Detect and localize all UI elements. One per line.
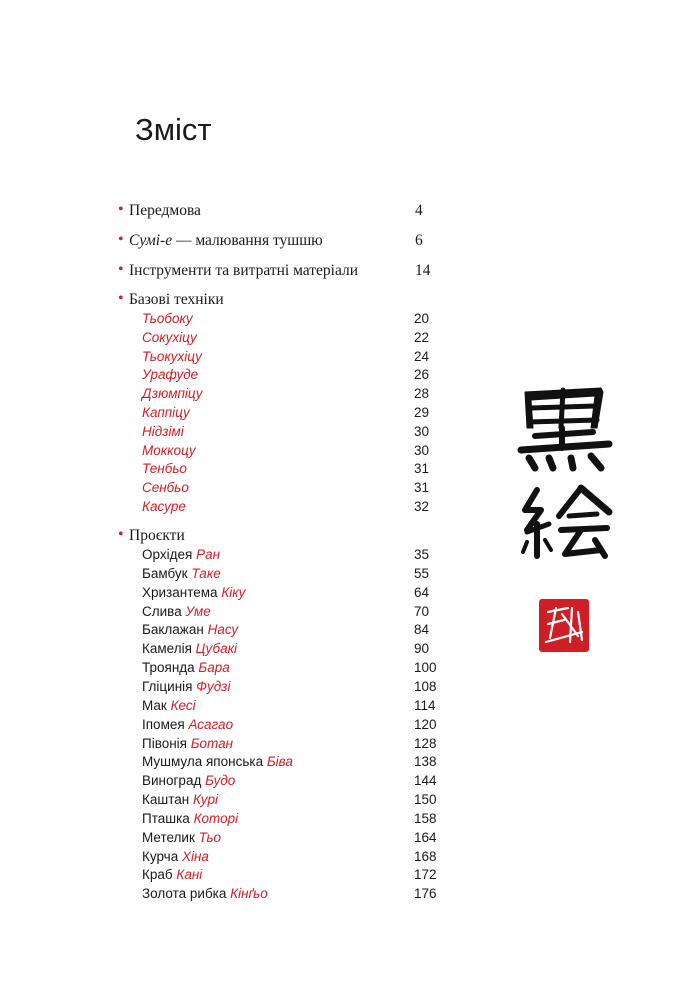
bullet-icon: • [118, 201, 124, 218]
entry-title-text: — малювання тушшю [172, 232, 323, 249]
project-japanese-name: Кінґьо [230, 886, 268, 902]
toc-subentry[interactable] [142, 828, 437, 847]
toc-subentry[interactable] [142, 309, 430, 328]
technique-name: Дзюмпіцу [142, 386, 203, 402]
page-number: 90 [414, 641, 430, 657]
entry-title [129, 201, 201, 221]
page-number: 6 [415, 232, 423, 249]
project-japanese-name: Курі [192, 792, 219, 808]
toc-subentry[interactable] [142, 422, 430, 441]
page-number: 150 [414, 792, 437, 808]
toc-subentry[interactable] [142, 403, 430, 422]
toc-subentry[interactable] [142, 478, 430, 497]
project-name: Мушмула японська [142, 754, 264, 770]
project-name: Бамбук [142, 565, 188, 581]
page-number: 22 [414, 329, 430, 345]
project-name: Хризантема [142, 584, 218, 600]
technique-name: Каппіцу [142, 405, 190, 420]
project-name: Золота рибка [142, 886, 227, 902]
section-title: Базові техніки [129, 291, 224, 308]
project-name: Метелик [142, 829, 195, 845]
page-number: 26 [414, 367, 430, 383]
project-japanese-name: Будо [205, 773, 236, 789]
toc-subentry[interactable] [142, 620, 430, 639]
page-number: 120 [414, 716, 437, 732]
technique-name: Тьобоку [142, 311, 193, 326]
project-name: Іпомея [142, 716, 185, 732]
page-number: 64 [414, 584, 430, 600]
project-japanese-name: Фудзі [196, 678, 231, 694]
page-number: 31 [414, 480, 430, 496]
toc-subentry[interactable] [142, 602, 430, 621]
page-number: 164 [414, 829, 437, 845]
page-number: 172 [414, 867, 437, 883]
project-name: Троянда [142, 660, 195, 676]
toc-subentry[interactable] [142, 715, 437, 734]
project-japanese-name: Біва [266, 754, 293, 770]
technique-name: Сокухіцу [142, 329, 197, 345]
toc-subentry[interactable] [142, 583, 430, 602]
page-number: 84 [414, 622, 430, 638]
page-number: 158 [414, 810, 437, 826]
project-name: Орхідея [142, 547, 193, 562]
toc-subentry[interactable] [142, 384, 430, 403]
toc-subentry[interactable] [142, 771, 437, 790]
project-name: Краб [142, 867, 173, 883]
technique-name: Тьокухіцу [142, 348, 202, 364]
project-japanese-name: Уме [185, 603, 211, 619]
project-japanese-name: Таке [191, 565, 221, 581]
project-japanese-name: Тьо [198, 829, 222, 845]
toc-subentry[interactable] [142, 639, 430, 658]
project-japanese-name: Асагао [188, 716, 234, 732]
page-number: 144 [414, 773, 437, 789]
technique-name: Урафуде [142, 367, 199, 383]
toc-subentry[interactable] [142, 790, 437, 809]
page-number: 100 [414, 660, 437, 676]
bullet-icon: • [118, 526, 124, 543]
bullet-icon: • [118, 290, 124, 307]
page-number: 70 [414, 603, 430, 619]
seal-stamp-icon [538, 598, 590, 653]
toc-subentry[interactable] [142, 347, 430, 366]
page-number: 29 [414, 405, 430, 420]
entry-title [129, 231, 323, 251]
toc-subentry[interactable] [142, 459, 430, 478]
project-name: Мак [142, 697, 167, 713]
page-number: 20 [414, 311, 430, 326]
project-japanese-name: Ран [196, 547, 221, 562]
page-number: 24 [414, 348, 430, 364]
toc-subentry[interactable] [142, 884, 437, 903]
bullet-icon: • [118, 231, 124, 248]
entry-title-italic: Сумі-е [129, 232, 173, 249]
page-number: 128 [414, 735, 437, 751]
project-japanese-name: Бара [198, 660, 230, 676]
project-name: Пташка [142, 810, 190, 826]
project-name: Баклажан [142, 622, 204, 638]
bullet-icon: • [118, 261, 124, 278]
toc-subentry[interactable] [142, 564, 430, 583]
project-name: Курча [142, 848, 179, 864]
project-japanese-name: Хіна [181, 848, 209, 864]
project-japanese-name: Которі [193, 810, 239, 826]
technique-name: Касуре [142, 499, 186, 514]
toc-subentry[interactable] [142, 497, 430, 516]
project-japanese-name: Насу [207, 622, 239, 638]
page-number: 31 [414, 461, 430, 477]
toc-subentry[interactable] [142, 328, 430, 347]
section-title: Проєкти [129, 527, 185, 544]
project-japanese-name: Кесі [170, 697, 196, 713]
page-number: 138 [414, 754, 437, 770]
toc-subentry[interactable] [142, 696, 436, 715]
calligraphy-artwork [515, 378, 615, 578]
toc-subentry[interactable] [142, 847, 437, 866]
page-number: 168 [414, 848, 437, 864]
project-japanese-name: Кані [176, 867, 203, 883]
page-number: 35 [414, 547, 430, 562]
page-number: 30 [414, 423, 430, 439]
page-title: Зміст [135, 112, 212, 147]
toc-subentry[interactable] [142, 365, 430, 384]
page-number: 55 [414, 565, 430, 581]
toc-subentry[interactable] [142, 809, 437, 828]
page-number: 4 [415, 202, 423, 219]
page-number: 108 [414, 678, 437, 694]
toc-subentry[interactable] [142, 752, 437, 771]
entry-title [129, 261, 358, 281]
project-japanese-name: Цубакі [195, 641, 238, 657]
toc-subentry[interactable] [142, 677, 437, 696]
project-name: Камелія [142, 641, 192, 657]
page-number: 32 [414, 499, 430, 514]
technique-name: Нідзімі [142, 423, 184, 439]
toc-subentry[interactable] [142, 441, 430, 460]
page-number: 28 [414, 386, 430, 402]
toc-subentry[interactable] [142, 545, 430, 564]
page-number: 14 [415, 262, 431, 279]
toc-subentry[interactable] [142, 658, 437, 677]
technique-name: Сенбьо [142, 480, 189, 496]
page-number: 176 [414, 886, 437, 902]
technique-name: Тенбьо [142, 461, 187, 477]
entry-title-text: Інструменти та витратні матеріали [129, 262, 359, 279]
technique-name: Моккоцу [142, 442, 196, 458]
project-name: Слива [142, 603, 182, 619]
page-number: 30 [414, 442, 430, 458]
project-japanese-name: Кіку [221, 584, 246, 600]
toc-subentry[interactable] [142, 734, 437, 753]
page-number: 114 [414, 697, 436, 713]
project-name: Каштан [142, 792, 190, 808]
project-name: Півонія [142, 735, 187, 751]
toc-subentry[interactable] [142, 865, 437, 884]
project-name: Гліцинія [142, 678, 193, 694]
project-japanese-name: Ботан [190, 735, 234, 751]
entry-title-text: Передмова [129, 202, 201, 219]
project-name: Виноград [142, 773, 202, 789]
